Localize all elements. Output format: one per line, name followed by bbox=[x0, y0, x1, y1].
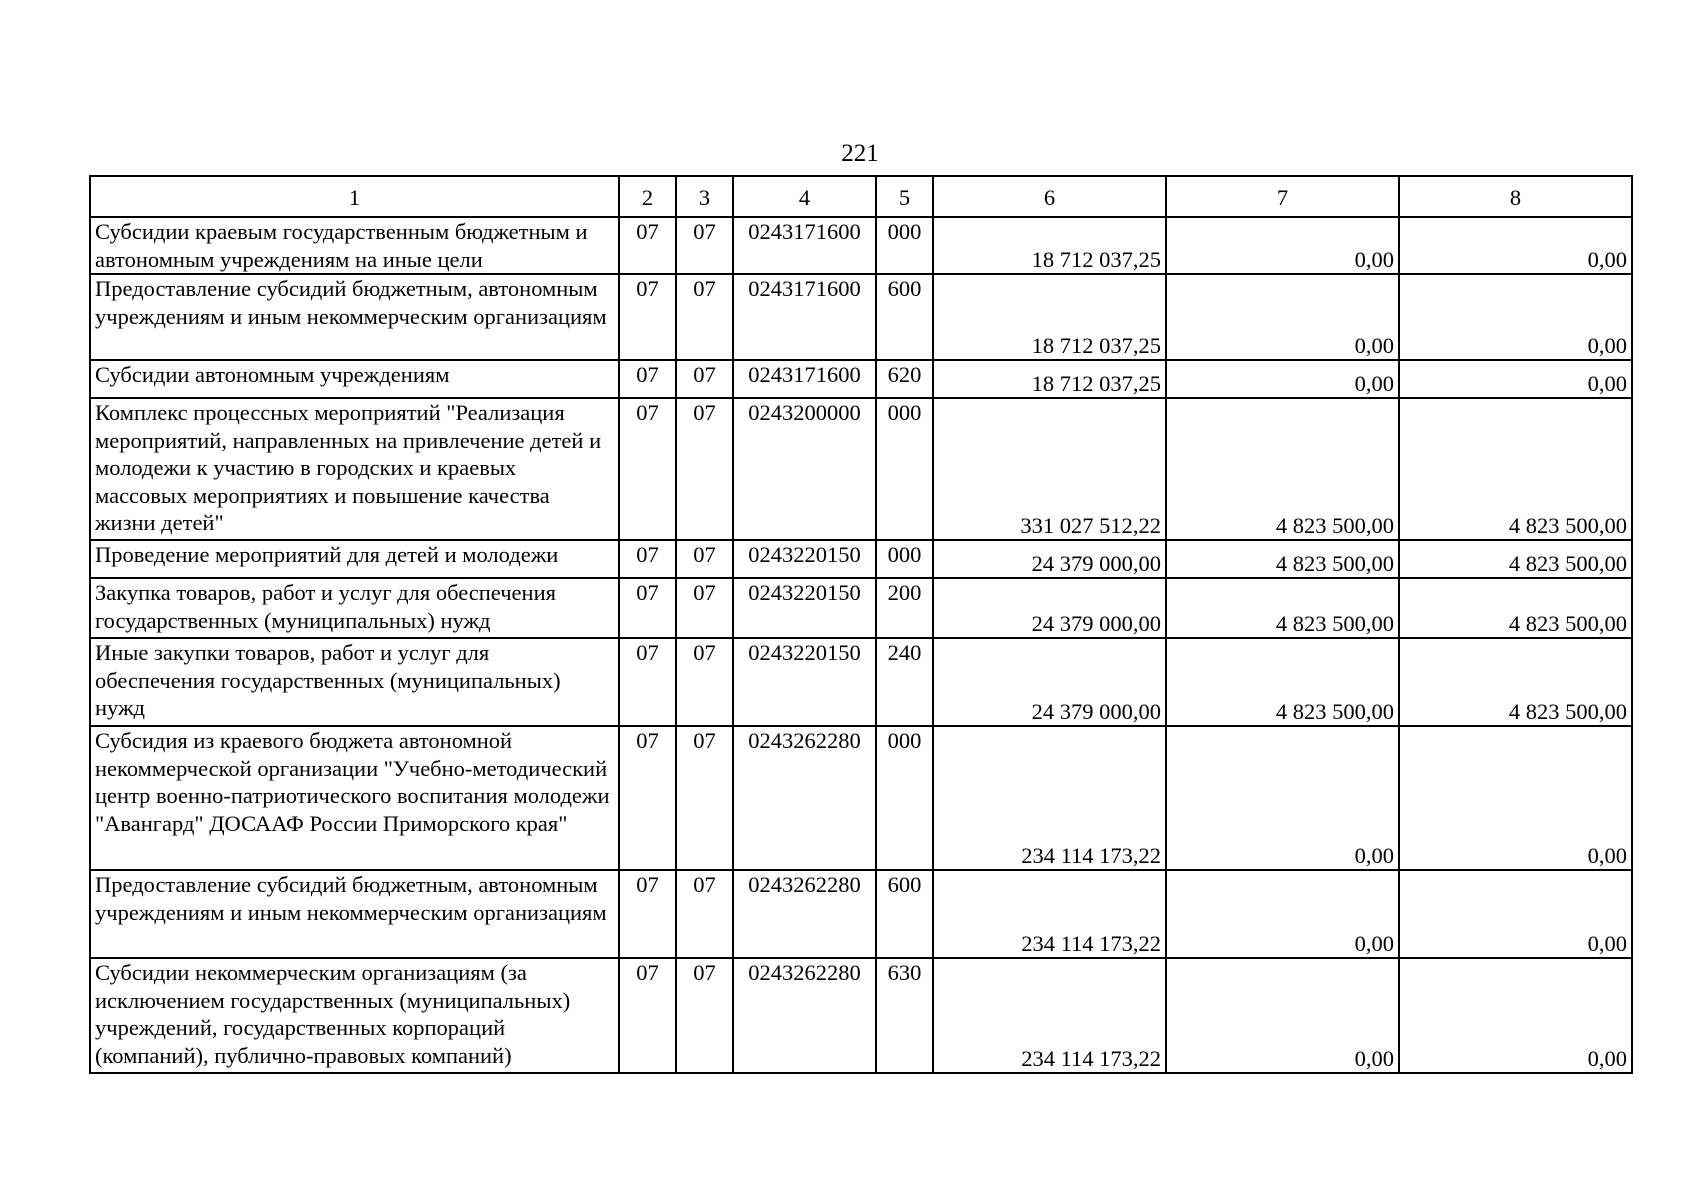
column-header: 1 bbox=[90, 176, 619, 217]
amount-year-2: 0,00 bbox=[1166, 274, 1399, 360]
expense-type-code: 240 bbox=[876, 638, 933, 726]
table-row bbox=[90, 870, 1632, 958]
amount-year-2: 0,00 bbox=[1166, 360, 1399, 398]
expense-name: Субсидия из краевого бюджета автономной некоммерческой организации "Учебно-методический центр военно-патриотического воспитания молодежи "Авангард" ДОСААФ России Приморского края" bbox=[90, 726, 619, 870]
table-row bbox=[90, 638, 1632, 726]
header-row bbox=[90, 176, 1632, 217]
section-code: 07 bbox=[619, 540, 676, 578]
amount-year-3: 0,00 bbox=[1399, 360, 1632, 398]
table-row bbox=[90, 578, 1632, 638]
target-article-code: 0243171600 bbox=[733, 217, 876, 274]
subsection-code: 07 bbox=[676, 578, 733, 638]
table-row bbox=[90, 274, 1632, 360]
subsection-code: 07 bbox=[676, 217, 733, 274]
target-article-code: 0243262280 bbox=[733, 870, 876, 958]
expense-name: Предоставление субсидий бюджетным, автономным учреждениям и иным некоммерческим организациям bbox=[90, 274, 619, 360]
expense-name: Субсидии краевым государственным бюджетным и автономным учреждениям на иные цели bbox=[90, 217, 619, 274]
expense-type-code: 000 bbox=[876, 217, 933, 274]
subsection-code: 07 bbox=[676, 958, 733, 1073]
budget-table bbox=[89, 175, 1633, 1074]
amount-year-2: 0,00 bbox=[1166, 726, 1399, 870]
column-header: 8 bbox=[1399, 176, 1632, 217]
expense-type-code: 000 bbox=[876, 726, 933, 870]
amount-year-2: 0,00 bbox=[1166, 958, 1399, 1073]
amount-year-1: 24 379 000,00 bbox=[933, 638, 1166, 726]
expense-name: Закупка товаров, работ и услуг для обеспечения государственных (муниципальных) нужд bbox=[90, 578, 619, 638]
subsection-code: 07 bbox=[676, 540, 733, 578]
column-header: 5 bbox=[876, 176, 933, 217]
target-article-code: 0243200000 bbox=[733, 398, 876, 540]
expense-type-code: 620 bbox=[876, 360, 933, 398]
section-code: 07 bbox=[619, 398, 676, 540]
target-article-code: 0243262280 bbox=[733, 958, 876, 1073]
section-code: 07 bbox=[619, 726, 676, 870]
amount-year-2: 4 823 500,00 bbox=[1166, 578, 1399, 638]
section-code: 07 bbox=[619, 578, 676, 638]
target-article-code: 0243171600 bbox=[733, 360, 876, 398]
expense-type-code: 600 bbox=[876, 870, 933, 958]
section-code: 07 bbox=[619, 638, 676, 726]
expense-name: Субсидии некоммерческим организациям (за исключением государственных (муниципальных) учреждений, государственных корпораций (компаний), публично-правовых компаний) bbox=[90, 958, 619, 1073]
amount-year-3: 0,00 bbox=[1399, 726, 1632, 870]
expense-name: Предоставление субсидий бюджетным, автономным учреждениям и иным некоммерческим организациям bbox=[90, 870, 619, 958]
expense-type-code: 000 bbox=[876, 540, 933, 578]
amount-year-1: 24 379 000,00 bbox=[933, 578, 1166, 638]
amount-year-1: 18 712 037,25 bbox=[933, 217, 1166, 274]
table-row bbox=[90, 360, 1632, 398]
amount-year-3: 4 823 500,00 bbox=[1399, 578, 1632, 638]
amount-year-1: 18 712 037,25 bbox=[933, 360, 1166, 398]
section-code: 07 bbox=[619, 360, 676, 398]
table-row bbox=[90, 217, 1632, 274]
expense-name: Субсидии автономным учреждениям bbox=[90, 360, 619, 398]
column-header: 4 bbox=[733, 176, 876, 217]
amount-year-3: 0,00 bbox=[1399, 870, 1632, 958]
subsection-code: 07 bbox=[676, 870, 733, 958]
amount-year-2: 4 823 500,00 bbox=[1166, 398, 1399, 540]
expense-type-code: 600 bbox=[876, 274, 933, 360]
page-number: 221 bbox=[841, 140, 879, 167]
expense-type-code: 000 bbox=[876, 398, 933, 540]
amount-year-1: 234 114 173,22 bbox=[933, 726, 1166, 870]
target-article-code: 0243220150 bbox=[733, 578, 876, 638]
amount-year-3: 0,00 bbox=[1399, 958, 1632, 1073]
column-header: 7 bbox=[1166, 176, 1399, 217]
target-article-code: 0243171600 bbox=[733, 274, 876, 360]
amount-year-1: 24 379 000,00 bbox=[933, 540, 1166, 578]
expense-type-code: 630 bbox=[876, 958, 933, 1073]
amount-year-3: 4 823 500,00 bbox=[1399, 638, 1632, 726]
table-row bbox=[90, 958, 1632, 1073]
amount-year-1: 331 027 512,22 bbox=[933, 398, 1166, 540]
column-header: 6 bbox=[933, 176, 1166, 217]
expense-name: Комплекс процессных мероприятий "Реализация мероприятий, направленных на привлечение детей и молодежи к участию в городских и краевых массовых мероприятиях и повышение качества жизни детей" bbox=[90, 398, 619, 540]
amount-year-3: 4 823 500,00 bbox=[1399, 540, 1632, 578]
target-article-code: 0243220150 bbox=[733, 638, 876, 726]
expense-type-code: 200 bbox=[876, 578, 933, 638]
subsection-code: 07 bbox=[676, 726, 733, 870]
section-code: 07 bbox=[619, 217, 676, 274]
amount-year-2: 4 823 500,00 bbox=[1166, 540, 1399, 578]
amount-year-1: 234 114 173,22 bbox=[933, 958, 1166, 1073]
amount-year-1: 234 114 173,22 bbox=[933, 870, 1166, 958]
subsection-code: 07 bbox=[676, 638, 733, 726]
amount-year-2: 4 823 500,00 bbox=[1166, 638, 1399, 726]
subsection-code: 07 bbox=[676, 360, 733, 398]
table-row bbox=[90, 540, 1632, 578]
amount-year-3: 0,00 bbox=[1399, 217, 1632, 274]
amount-year-2: 0,00 bbox=[1166, 217, 1399, 274]
section-code: 07 bbox=[619, 274, 676, 360]
table-row bbox=[90, 726, 1632, 870]
expense-name: Иные закупки товаров, работ и услуг для обеспечения государственных (муниципальных) нужд bbox=[90, 638, 619, 726]
target-article-code: 0243220150 bbox=[733, 540, 876, 578]
table-row bbox=[90, 398, 1632, 540]
column-header: 2 bbox=[619, 176, 676, 217]
section-code: 07 bbox=[619, 958, 676, 1073]
section-code: 07 bbox=[619, 870, 676, 958]
amount-year-3: 4 823 500,00 bbox=[1399, 398, 1632, 540]
amount-year-2: 0,00 bbox=[1166, 870, 1399, 958]
column-header: 3 bbox=[676, 176, 733, 217]
target-article-code: 0243262280 bbox=[733, 726, 876, 870]
amount-year-1: 18 712 037,25 bbox=[933, 274, 1166, 360]
subsection-code: 07 bbox=[676, 274, 733, 360]
expense-name: Проведение мероприятий для детей и молодежи bbox=[90, 540, 619, 578]
amount-year-3: 0,00 bbox=[1399, 274, 1632, 360]
subsection-code: 07 bbox=[676, 398, 733, 540]
